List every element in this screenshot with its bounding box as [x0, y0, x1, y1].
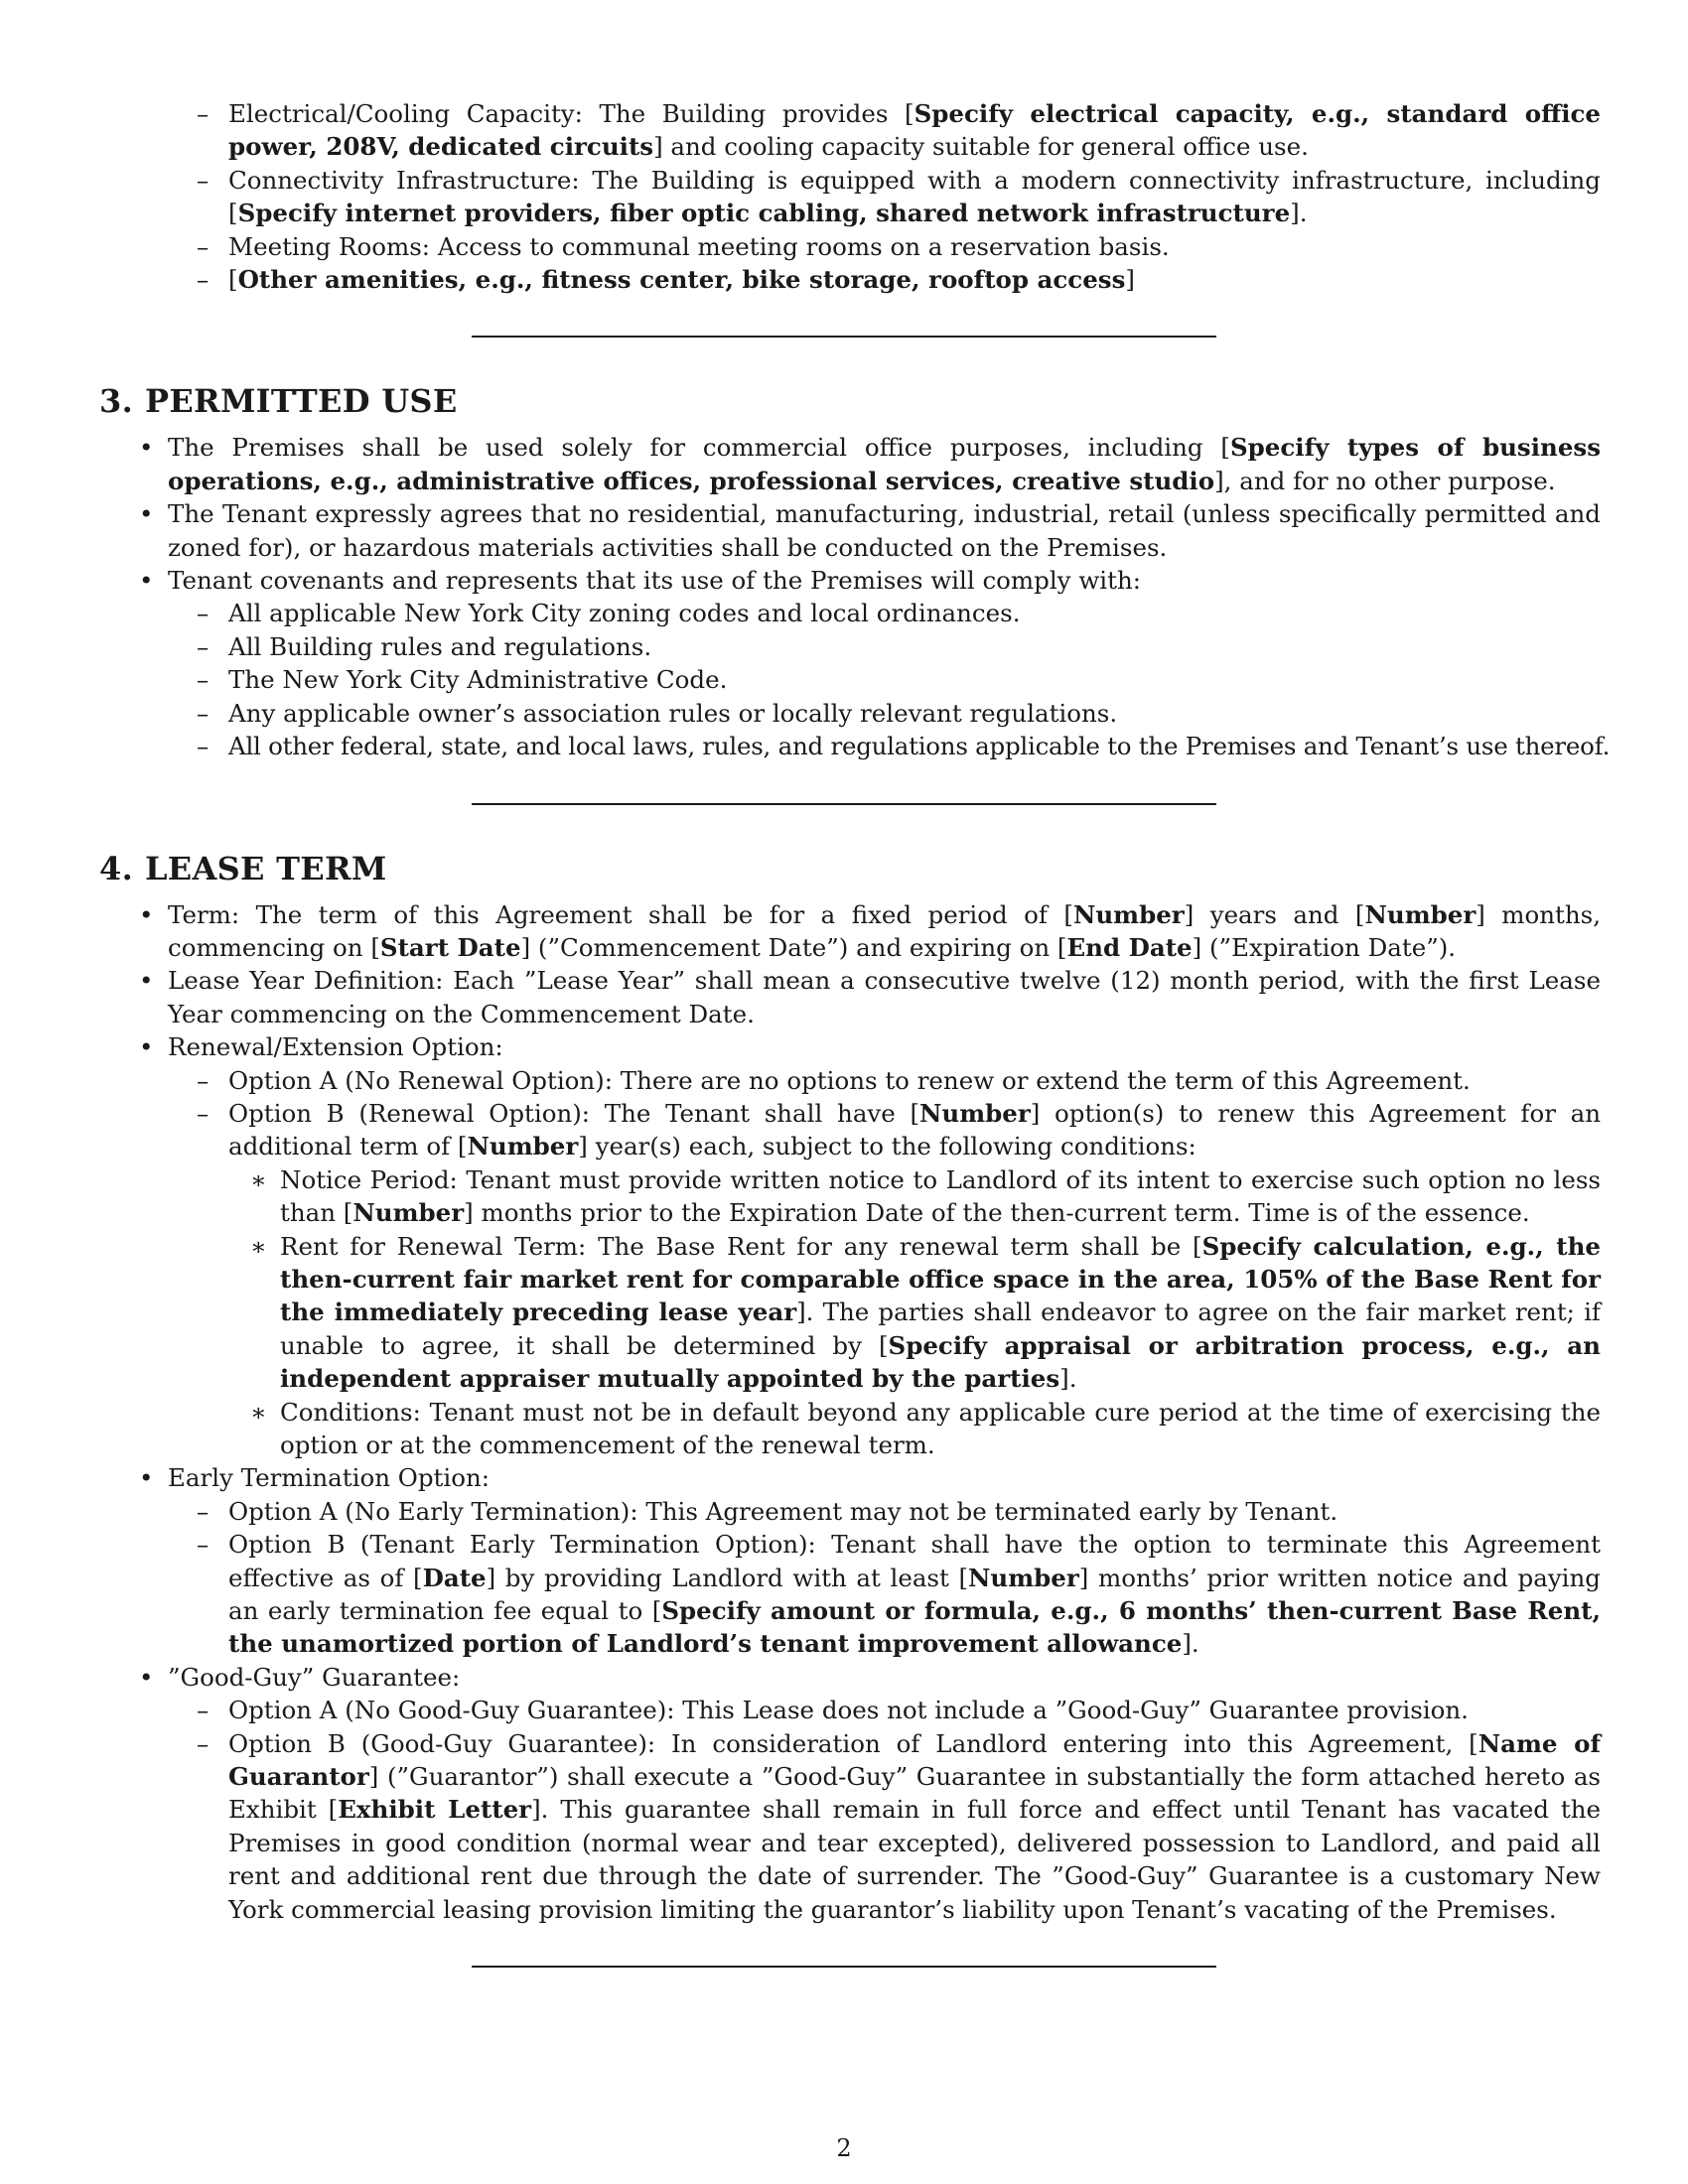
renewal-options-list	[168, 1064, 1601, 1462]
section-3-heading: 3. PERMITTED USE	[99, 382, 458, 421]
list-item: – Option B (Tenant Early Termination Option): Tenant shall have the option to terminate this Agreement effective as of [Date] by providing Landlord with at least [Number] months’ prior written notice and paying an early termination fee equal to [Specify amount or formula, e.g., 6 months’ then-current Base Rent, the unamortized portion of Landlord’s tenant improvement allowance].	[168, 1528, 1601, 1661]
list-item: – Option B (Good-Guy Guarantee): In consideration of Landlord entering into this Agreement, [Name of Guarantor] (”Guarantor”) shall execute a ”Good-Guy” Guarantee in substantially the form attached hereto as Exhibit [Exhibit Letter]. This guarantee shall remain in full force and effect until Tenant has vacated the Premises in good condition (normal wear and tear excepted), delivered possession to Landlord, and paid all rent and additional rent due through the date of surrender. The ”Good-Guy” Guarantee is a customary New York commercial leasing provision limiting the guarantor’s liability upon Tenant’s vacating of the Premises.	[168, 1727, 1601, 1926]
renewal-conditions-list	[228, 1163, 1601, 1462]
list-item: • Term: The term of this Agreement shall be for a fixed period of [Number] years and [Number] months, commencing on [Start Date] (”Commencement Date”) and expiring on [End Date] (”Expiration Date”).	[99, 898, 1601, 965]
section-divider	[472, 1966, 1216, 1968]
section-4-list	[99, 898, 1601, 1927]
good-guy-list	[168, 1694, 1601, 1926]
section-4-heading: 4. LEASE TERM	[99, 849, 387, 887]
list-item: ∗ Notice Period: Tenant must provide written notice to Landlord of its intent to exercise such option no less than [Number] months prior to the Expiration Date of the then-current term. Time is of the essence.	[228, 1163, 1601, 1230]
list-item: – Option A (No Early Termination): This Agreement may not be terminated early by Tenant.	[168, 1495, 1601, 1528]
list-item: – All applicable New York City zoning codes and local ordinances.	[168, 597, 1601, 629]
list-item: • Early Termination Option: – Option A (No Early Termination): This Agreement may not be terminated early by Tenant. – Option B (Tenant Early Termination Option): Tenant shall have the option to terminate this Agreement effective as of [Date] by providing Landlord with at least [Number] months’ prior written notice and paying an early termination fee equal to [Specify amount or formula, e.g., 6 months’ then-current Base Rent, the unamortized portion of Landlord’s tenant improvement allowance].	[99, 1461, 1601, 1660]
list-item: – [Other amenities, e.g., fitness center, bike storage, rooftop access]	[99, 263, 1601, 296]
section-divider	[472, 336, 1216, 338]
list-item: ∗ Conditions: Tenant must not be in default beyond any applicable cure period at the time of exercising the option or at the commencement of the renewal term.	[228, 1396, 1601, 1462]
list-item: – The New York City Administrative Code.	[168, 663, 1601, 696]
compliance-list	[168, 597, 1611, 762]
list-item: • The Premises shall be used solely for commercial office purposes, including [Specify types of business operations, e.g., administrative offices, professional services, creative studio], and for no other purpose.	[99, 431, 1601, 497]
list-item: • The Tenant expressly agrees that no residential, manufacturing, industrial, retail (unless specifically permitted and zoned for), or hazardous materials activities shall be conducted on the Premises.	[99, 497, 1601, 564]
list-item: – Option B (Renewal Option): The Tenant shall have [Number] option(s) to renew this Agreement for an additional term of [Number] year(s) each, subject to the following conditions: ∗ Notice Period: Tenant must provide written notice to Landlord of its intent to exercise such option no less than [Number] months prior to the Expiration Date of the then-current term. Time is of the essence. ∗ Rent for Renewal Term: The Base Rent for any renewal term shall be [Specify calculation, e.g., the then-current fair market rent for comparable office space in the area, 105% of the Base Rent for the immediately preceding lease year]. The parties shall endeavor to agree on the fair market rent; if unable to agree, it shall be determined by [Specify appraisal or arbitration process, e.g., an independent appraiser mutually appointed by the parties]. ∗ Conditions: Tenant must not be in default beyond any applicable cure period at the time of exercising the option or at the commencement of the renewal term.	[168, 1097, 1601, 1461]
page-number: 2	[836, 2134, 852, 2162]
list-item: – Electrical/Cooling Capacity: The Building provides [Specify electrical capacity, e.g., standard office power, 208V, dedicated circuits] and cooling capacity suitable for general office use.	[99, 97, 1601, 164]
list-item: • ”Good-Guy” Guarantee: – Option A (No Good-Guy Guarantee): This Lease does not include a ”Good-Guy” Guarantee provision. – Option B (Good-Guy Guarantee): In consideration of Landlord entering into this Agreement, [Name of Guarantor] (”Guarantor”) shall execute a ”Good-Guy” Guarantee in substantially the form attached hereto as Exhibit [Exhibit Letter]. This guarantee shall remain in full force and effect until Tenant has vacated the Premises in good condition (normal wear and tear excepted), delivered possession to Landlord, and paid all rent and additional rent due through the date of surrender. The ”Good-Guy” Guarantee is a customary New York commercial leasing provision limiting the guarantor’s liability upon Tenant’s vacating of the Premises.	[99, 1661, 1601, 1926]
list-item: • Renewal/Extension Option: – Option A (No Renewal Option): There are no options to renew or extend the term of this Agreement. – Option B (Renewal Option): The Tenant shall have [Number] option(s) to renew this Agreement for an additional term of [Number] year(s) each, subject to the following conditions: ∗ Notice Period: Tenant must provide written notice to Landlord of its intent to exercise such option no less than [Number] months prior to the Expiration Date of the then-current term. Time is of the essence. ∗ Rent for Renewal Term: The Base Rent for any renewal term shall be [Specify calculation, e.g., the then-current fair market rent for comparable office space in the area, 105% of the Base Rent for the immediately preceding lease year]. The parties shall endeavor to agree on the fair market rent; if unable to agree, it shall be determined by [Specify appraisal or arbitration process, e.g., an independent appraiser mutually appointed by the parties]. ∗ Conditions: Tenant must not be in default beyond any applicable cure period at the time of exercising the option or at the commencement of the renewal term.	[99, 1030, 1601, 1461]
list-item: – Any applicable owner’s association rules or locally relevant regulations.	[168, 697, 1601, 730]
list-item: – Meeting Rooms: Access to communal meeting rooms on a reservation basis.	[99, 230, 1601, 263]
list-item: – All other federal, state, and local laws, rules, and regulations applicable to the Premises and Tenant’s use thereof.	[168, 730, 1601, 762]
list-item: ∗ Rent for Renewal Term: The Base Rent for any renewal term shall be [Specify calculation, e.g., the then-current fair market rent for comparable office space in the area, 105% of the Base Rent for the immediately preceding lease year]. The parties shall endeavor to agree on the fair market rent; if unable to agree, it shall be determined by [Specify appraisal or arbitration process, e.g., an independent appraiser mutually appointed by the parties].	[228, 1230, 1601, 1396]
amenities-list	[99, 97, 1601, 296]
list-item: • Tenant covenants and represents that its use of the Premises will comply with: – All applicable New York City zoning codes and local ordinances. – All Building rules and regulations. – The New York City Administrative Code. – Any applicable owner’s association rules or locally relevant regulations. – All other federal, state, and local laws, rules, and regulations applicable to the Premises and Tenant’s use thereof.	[99, 564, 1601, 762]
section-3-list	[99, 431, 1611, 762]
list-item: – Connectivity Infrastructure: The Building is equipped with a modern connectivity infrastructure, including [Specify internet providers, fiber optic cabling, shared network infrastructure].	[99, 164, 1601, 230]
list-item: – Option A (No Good-Guy Guarantee): This Lease does not include a ”Good-Guy” Guarantee provision.	[168, 1694, 1601, 1726]
section-divider	[472, 803, 1216, 805]
page-content	[99, 97, 1611, 1968]
list-item: – Option A (No Renewal Option): There are no options to renew or extend the term of this Agreement.	[168, 1064, 1601, 1097]
early-termination-list	[168, 1495, 1601, 1661]
list-item: • Lease Year Definition: Each ”Lease Year” shall mean a consecutive twelve (12) month period, with the first Lease Year commencing on the Commencement Date.	[99, 964, 1601, 1030]
list-item: – All Building rules and regulations.	[168, 630, 1601, 663]
